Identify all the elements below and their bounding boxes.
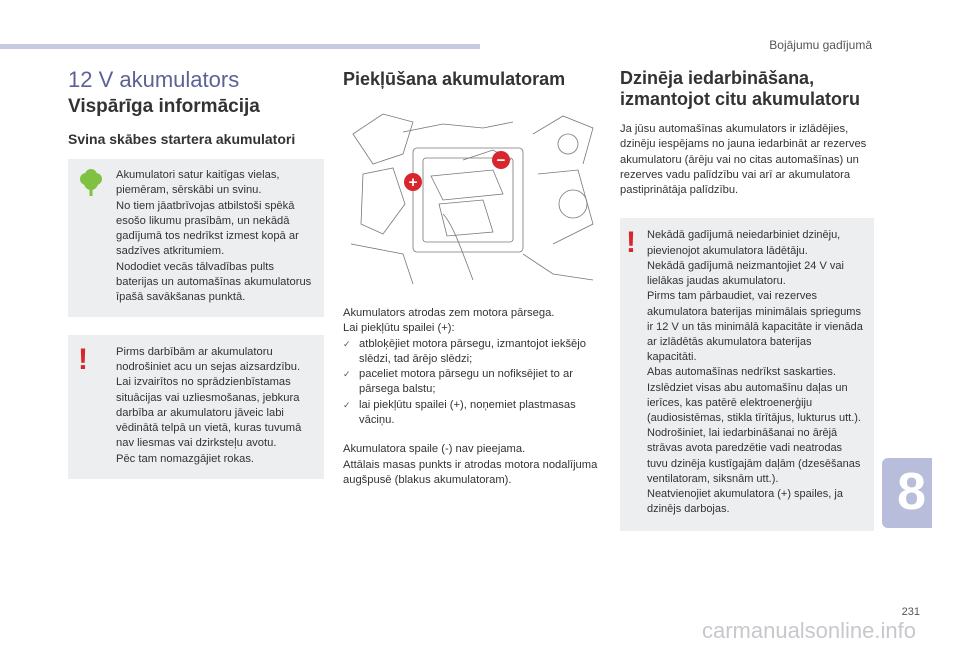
eco-info-text: Akumulatori satur kaitīgas vielas, piemēram, sērskābi un svinu. No tiem jāatbrīvojas atbilstoši spēkā esošo likumu prasībām, un nekādā gadījumā tos nedrīkst izmest kopā ar sadzīves atkritumiem. Nododiet vecās tālvadības pults baterijas un automašīnas akumulatorus īpašā savākšanas punktā. (116, 169, 312, 304)
jump-start-intro: Ja jūsu automašīnas akumulators ir izlādējies, dzinēju iespējams no jauna iedarbināt ar rezerves akumulatoru (ārēju vai no citas automašīnas) un rezerves vadu palīdzību vai arī ar akumulatora pastiprinātāja palīdzību. (620, 123, 867, 197)
subtitle-general: Vispārīga informācija (68, 96, 260, 117)
column-battery-access (343, 66, 601, 488)
engine-bay-illustration (343, 104, 601, 286)
warning-icon: ! (626, 226, 636, 260)
access-steps (343, 337, 601, 429)
header-bar (0, 44, 480, 49)
eco-info-box (68, 159, 324, 317)
warning-text-protection: Pirms darbībām ar akumulatoru nodrošiniet acu un sejas aizsardzību. Lai izvairītos no sprādzienbīstamas situācijas vai uzliesmošanas, jebkura darbība ar akumulatoru jāveic labi vēdinātā telpā un vietā, kuras tuvumā nav liesmas vai dzirksteļu avotu. Pēc tam nomazgājiet rokas. (116, 345, 302, 465)
section-title: Bojājumu gadījumā (769, 38, 872, 52)
watermark: carmanualsonline.info (701, 618, 916, 643)
warning-icon: ! (78, 342, 88, 376)
access-step: ✓ paceliet motora pārsegu un nofiksējiet to ar pārsega balstu; (343, 367, 601, 398)
negative-terminal-marker (492, 151, 510, 169)
warning-text-jump-start: Nekādā gadījumā neiedarbiniet dzinēju, pievienojot akumulatora lādētāju. Nekādā gadījumā neizmantojiet 24 V vai lielākas jaudas akumulatoru. Pirms tam pārbaudiet, vai rezerves akumulatora baterijas minimālais spriegums ir 12 V un tās minimālā kapacitāte ir vienāda ar izlādētās akumulatora baterijas kapacitāti. Abas automašīnas nedrīkst saskarties. Izslēdziet visas abu automašīnu daļas un ierīces, kas patērē elektroenerģiju (audiosistēmas, stikla tīrītājus, lukturus utt.). Nodrošiniet, lai iedarbināšanai no ārējā strāvas avota paredzētie vadi neatrodas tuvu dzinēja kustīgajām daļām (dzesēšanas ventilatoram, siksnām utt.). Neatvienojiet akumulatora (+) spailes, ja dzinējs darbojas. (647, 229, 863, 516)
warning-box-protection (68, 335, 324, 479)
positive-terminal-label: + (408, 174, 418, 191)
heading-lead-acid: Svina skābes startera akumulatori (68, 131, 296, 147)
column-jump-start (620, 66, 874, 531)
page-title: 12 V akumulators (68, 67, 240, 92)
eco-tree-icon (78, 169, 104, 204)
negative-terminal-label: − (496, 152, 506, 169)
access-outro: Akumulatora spaile (-) nav pieejama. Attālais masas punkts ir atrodas motora nodalījuma augšpusē (blakus akumulatoram). (343, 443, 598, 486)
warning-box-jump-start (620, 218, 874, 531)
positive-terminal-marker (404, 173, 422, 191)
page-number: 231 (901, 606, 920, 618)
column-battery-info (68, 66, 324, 479)
heading-battery-access: Piekļūšana akumulatoram (343, 69, 566, 89)
heading-jump-start: Dzinēja iedarbināšana, izmantojot citu akumulatoru (620, 68, 861, 109)
access-step: ✓ atbloķējiet motora pārsegu, izmantojot iekšējo slēdzi, tad ārējo slēdzi; (343, 337, 601, 368)
access-intro: Akumulators atrodas zem motora pārsega. Lai piekļūtu spailei (+): (343, 307, 555, 335)
access-step: ✓ lai piekļūtu spailei (+), noņemiet plastmasas vāciņu. (343, 398, 601, 429)
chapter-number: 8 (897, 463, 926, 521)
